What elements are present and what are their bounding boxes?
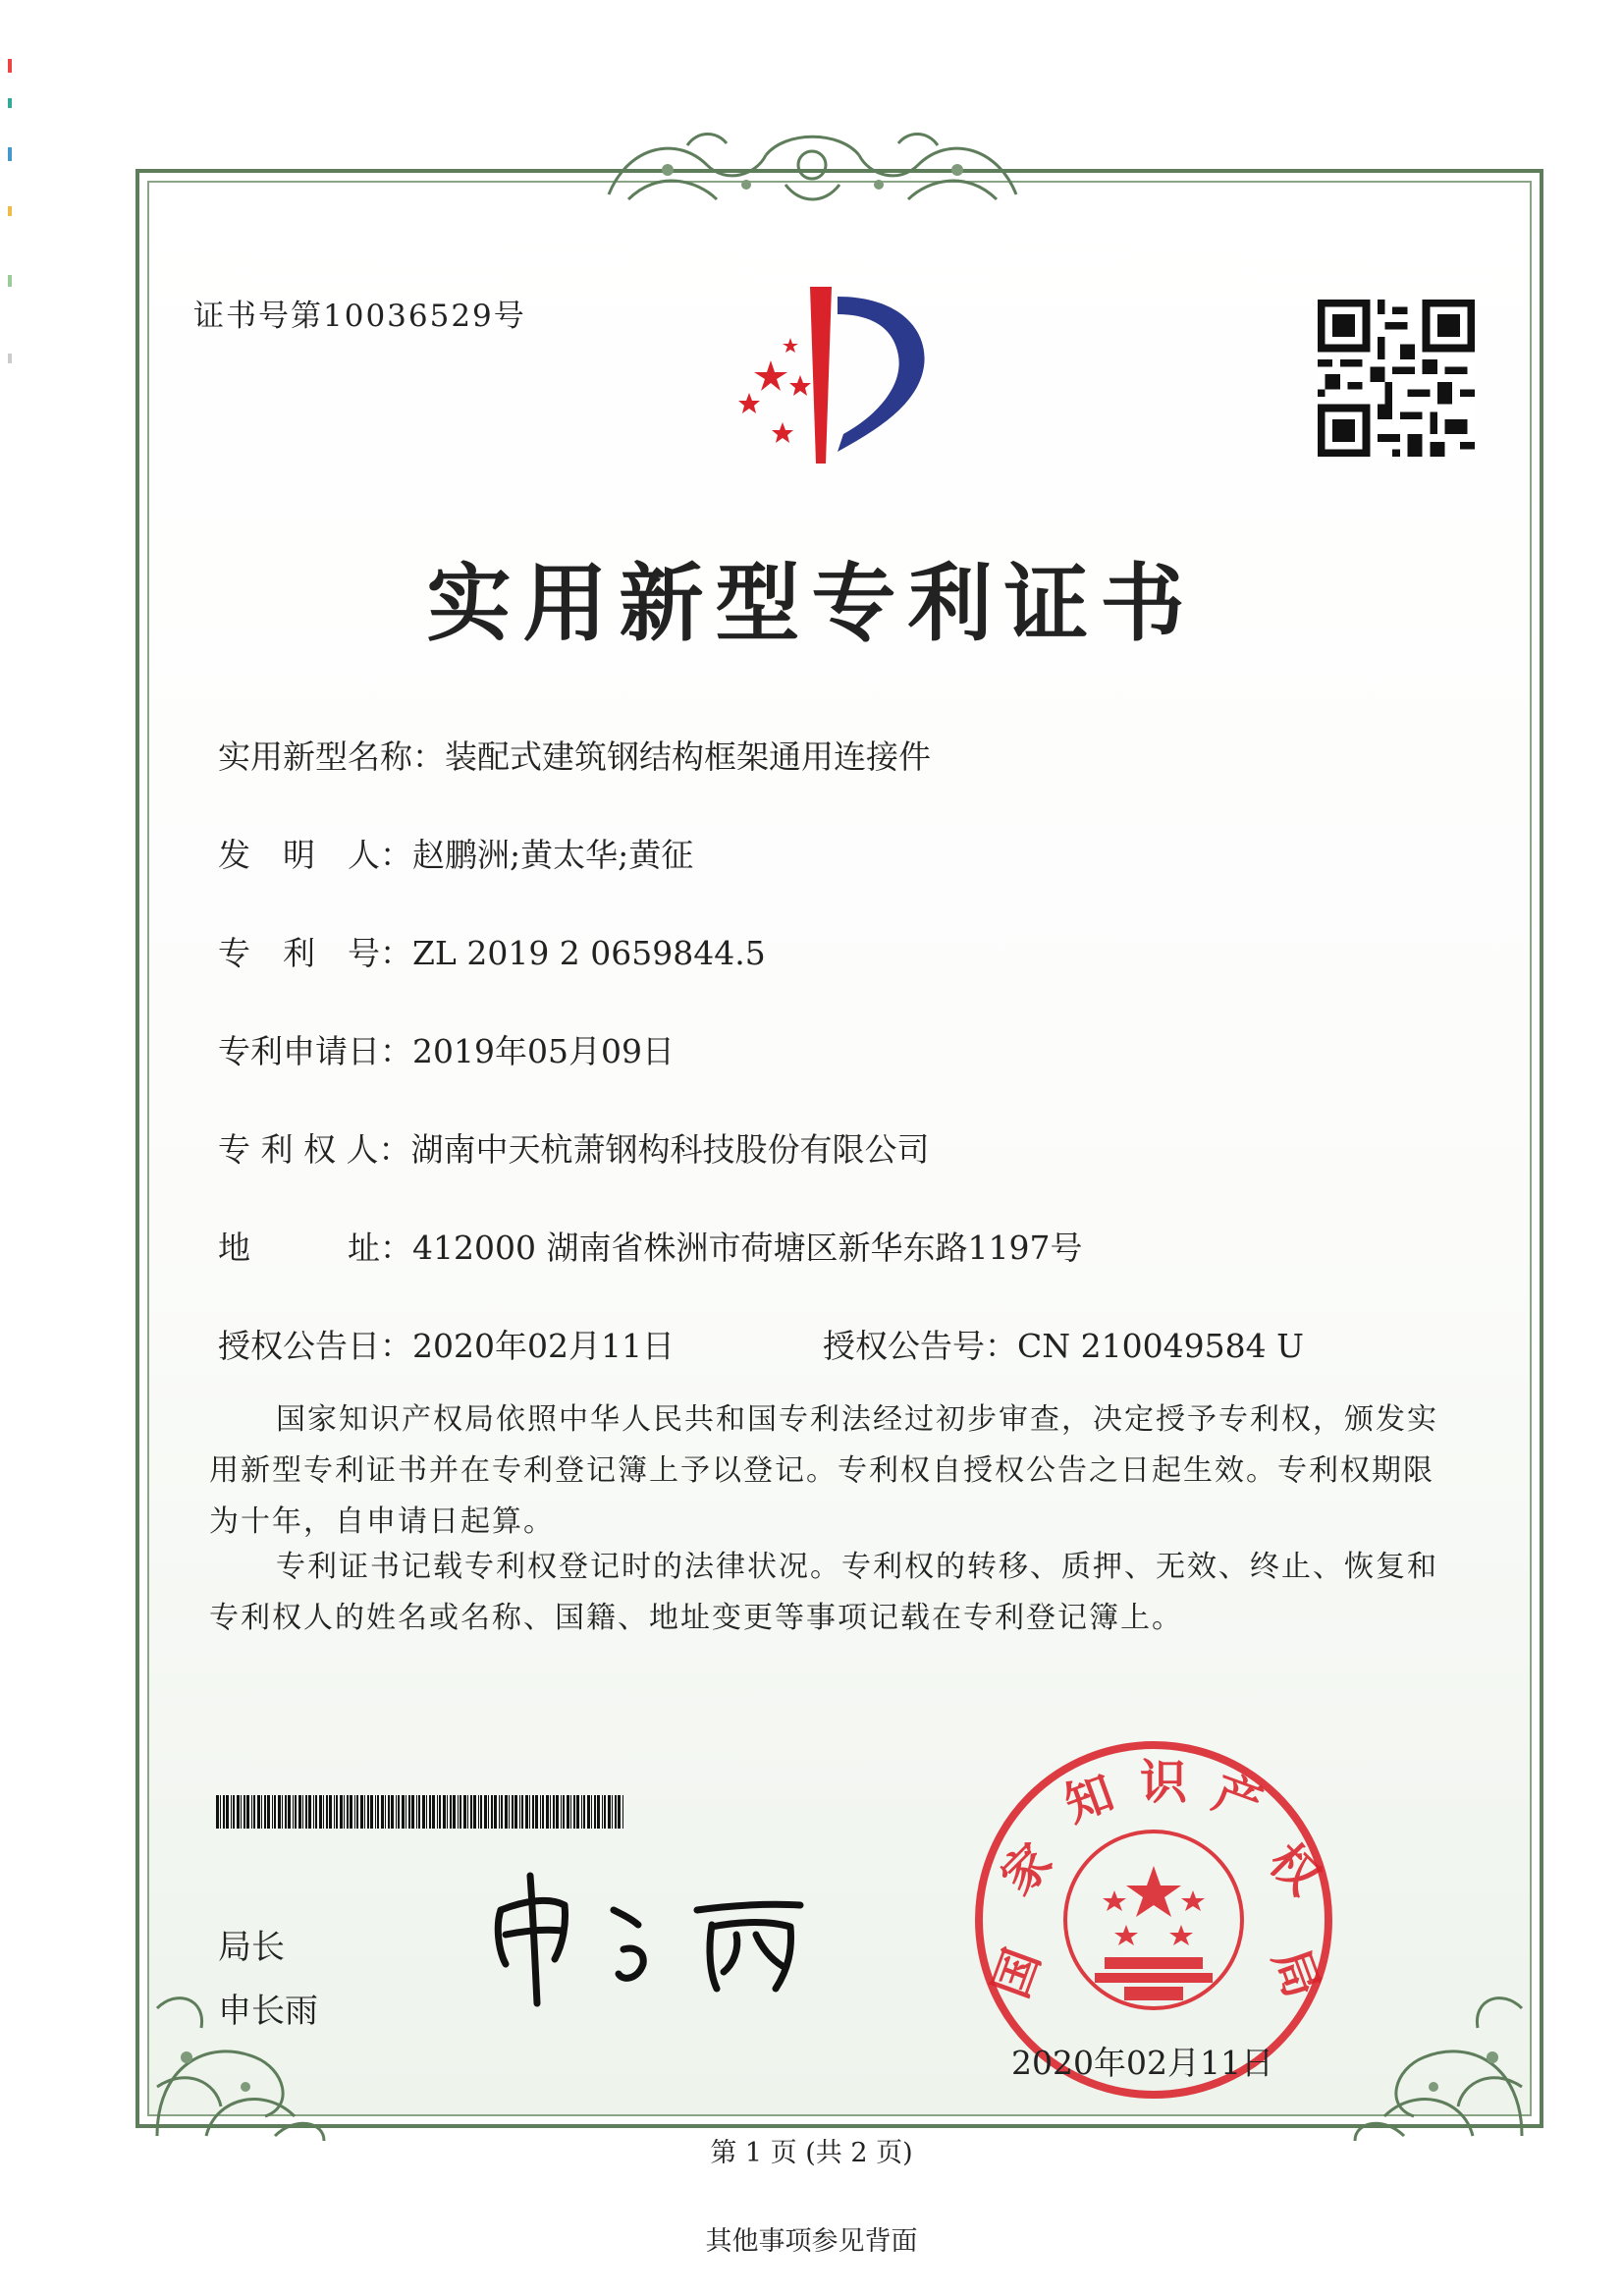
barcode-bar: [237, 1795, 240, 1829]
barcode-bar: [594, 1795, 596, 1829]
barcode-bar: [347, 1795, 349, 1829]
patentee-row: [218, 1124, 929, 1171]
address-value: 412000 湖南省株洲市荷塘区新华东路1197号: [412, 1229, 1083, 1267]
barcode-bar: [447, 1795, 448, 1829]
barcode-bar: [411, 1795, 414, 1829]
barcode-bar: [398, 1795, 400, 1829]
barcode-bar: [385, 1795, 386, 1829]
barcode-bar: [370, 1795, 373, 1829]
barcode-bar: [253, 1795, 255, 1829]
barcode-bar: [323, 1795, 324, 1829]
statement-paragraph-2: 专利证书记载专利权登记时的法律状况。专利权的转移、质押、无效、终止、恢复和专利权人的姓名或名称、国籍、地址变更等事项记载在专利登记簿上。: [209, 1550, 1438, 1635]
patent-no-row: [218, 928, 766, 974]
barcode-bar: [499, 1795, 500, 1829]
barcode-bar: [313, 1795, 314, 1829]
inventor-row: [218, 830, 693, 876]
director-title: 局长: [218, 1928, 285, 1967]
barcode-bar: [364, 1795, 365, 1829]
barcode-bar: [473, 1795, 476, 1829]
barcode-bar: [367, 1795, 369, 1829]
statement-paragraph-1: 国家知识产权局依照中华人民共和国专利法经过初步审查，决定授予专利权，颁发实用新型专利证书并在专利登记簿上予以登记。专利权自授权公告之日起生效。专利权期限为十年，自申请日起算。: [209, 1402, 1438, 1539]
address-label: 地 址：: [218, 1229, 412, 1267]
barcode-bar: [608, 1795, 611, 1829]
seal-date: 2020年02月11日: [1011, 2044, 1273, 2082]
barcode-bar: [437, 1795, 438, 1829]
barcode-bar: [285, 1795, 287, 1829]
barcode-bar: [418, 1795, 420, 1829]
barcode-bar: [480, 1795, 482, 1829]
barcode-bar: [282, 1795, 283, 1829]
barcode-bar: [521, 1795, 523, 1829]
director-signature: [476, 1856, 830, 2013]
barcode-bar: [261, 1795, 262, 1829]
barcode-bar: [488, 1795, 489, 1829]
barcode-bar: [272, 1795, 273, 1829]
barcode-bar: [622, 1795, 623, 1829]
patent-no-value: ZL 2019 2 0659844.5: [412, 934, 766, 972]
scan-edge-marks: [6, 59, 14, 432]
barcode-bar: [532, 1795, 534, 1829]
filing-date-row: [218, 1026, 675, 1072]
bottom-right-ornament: [1345, 1949, 1532, 2146]
barcode-bar: [220, 1795, 221, 1829]
barcode-bar: [484, 1795, 487, 1829]
barcode-bar: [550, 1795, 551, 1829]
barcode-bar: [233, 1795, 235, 1829]
barcode-bar: [514, 1795, 517, 1829]
barcode-bar: [226, 1795, 229, 1829]
grant-date-label: 授权公告日：: [218, 1327, 412, 1365]
seal-char-5: 产: [1206, 1767, 1269, 1832]
barcode-bar: [535, 1795, 538, 1829]
barcode-bar: [540, 1795, 541, 1829]
barcode-bar: [491, 1795, 493, 1829]
barcode-bar: [308, 1795, 311, 1829]
barcode-bar: [356, 1795, 358, 1829]
barcode-bar: [326, 1795, 328, 1829]
barcode-bar: [581, 1795, 582, 1829]
barcode-bar: [570, 1795, 571, 1829]
barcode-bar: [257, 1795, 260, 1829]
page-number: 第 1 页 (共 2 页): [710, 2138, 913, 2168]
barcode-bar: [458, 1795, 459, 1829]
filing-date-label: 专利申请日：: [218, 1032, 412, 1070]
barcode-bar: [340, 1795, 343, 1829]
certificate-title: 实用新型专利证书: [426, 554, 1197, 653]
name-value: 装配式建筑钢结构框架通用连接件: [445, 738, 931, 776]
barcode-bar: [422, 1795, 425, 1829]
barcode-bar: [553, 1795, 555, 1829]
barcode-bar: [602, 1795, 603, 1829]
barcode-bar: [470, 1795, 472, 1829]
barcode-bar: [429, 1795, 431, 1829]
barcode-bar: [604, 1795, 606, 1829]
barcode-bar: [396, 1795, 397, 1829]
barcode-bar: [267, 1795, 270, 1829]
name-label: 实用新型名称：: [218, 738, 445, 776]
barcode-bar: [305, 1795, 307, 1829]
barcode-bar: [615, 1795, 617, 1829]
qr-code-icon: [1318, 300, 1475, 457]
barcode-bar: [375, 1795, 376, 1829]
barcode-bar: [618, 1795, 621, 1829]
grant-no-label: 授权公告号：: [823, 1327, 1017, 1365]
patentee-label: 专 利 权 人：: [218, 1130, 411, 1169]
barcode-bar: [315, 1795, 317, 1829]
barcode-bar: [360, 1795, 363, 1829]
seal-char-3: 知: [1058, 1767, 1121, 1832]
barcode-bar: [561, 1795, 562, 1829]
barcode-bar: [583, 1795, 585, 1829]
barcode-bar: [587, 1795, 590, 1829]
barcode-bar: [576, 1795, 579, 1829]
barcode-bar: [563, 1795, 565, 1829]
barcode-bar: [223, 1795, 225, 1829]
director-name: 申长雨: [218, 1992, 318, 2031]
barcode-bar: [597, 1795, 600, 1829]
barcode-bar: [478, 1795, 479, 1829]
patentee-value: 湖南中天杭萧钢构科技股份有限公司: [410, 1130, 930, 1169]
barcode-bar: [295, 1795, 297, 1829]
barcode-bar: [381, 1795, 384, 1829]
barcode-bar: [388, 1795, 390, 1829]
inventor-value: 赵鹏洲;黄太华;黄征: [412, 836, 694, 874]
barcode-bar: [344, 1795, 345, 1829]
certificate-number: 证书号第10036529号: [193, 299, 526, 334]
barcode-bar: [519, 1795, 520, 1829]
seal-char-6: 权: [1259, 1834, 1329, 1905]
barcode-bar: [453, 1795, 456, 1829]
name-row: [218, 732, 931, 778]
barcode-bar: [460, 1795, 461, 1829]
top-ornament: [589, 126, 1036, 214]
barcode-bar: [450, 1795, 452, 1829]
filing-date-value: 2019年05月09日: [412, 1032, 675, 1070]
patent-no-label: 专 利 号：: [218, 934, 412, 972]
barcode-bar: [241, 1795, 242, 1829]
barcode-bar: [432, 1795, 435, 1829]
barcode-bar: [525, 1795, 528, 1829]
seal-char-2: 家: [992, 1834, 1062, 1905]
address-row: [218, 1223, 1082, 1269]
barcode-bar: [501, 1795, 503, 1829]
barcode-bar: [573, 1795, 575, 1829]
barcode-bar: [402, 1795, 405, 1829]
seal-char-7: 局: [1263, 1942, 1328, 2005]
barcode-bar: [567, 1795, 569, 1829]
grant-no-row: [823, 1321, 1304, 1367]
barcode-bar: [329, 1795, 332, 1829]
barcode-bar: [542, 1795, 544, 1829]
barcode-bar: [426, 1795, 427, 1829]
barcode-bar: [216, 1795, 219, 1829]
barcode-bar: [354, 1795, 355, 1829]
barcode-bar: [298, 1795, 301, 1829]
barcode-bar: [512, 1795, 514, 1829]
barcode-bar: [334, 1795, 335, 1829]
barcode-bar: [509, 1795, 510, 1829]
barcode-bar: [505, 1795, 508, 1829]
barcode-bar: [336, 1795, 338, 1829]
barcode-bar: [288, 1795, 291, 1829]
bottom-left-ornament: [147, 1949, 334, 2146]
barcode-bar: [350, 1795, 352, 1829]
barcode-bar: [246, 1795, 249, 1829]
grant-no-value: CN 210049584 U: [1017, 1327, 1304, 1365]
barcode-icon: [216, 1795, 628, 1829]
barcode-bar: [463, 1795, 466, 1829]
barcode-bar: [494, 1795, 497, 1829]
patent-office-logo-icon: [712, 277, 947, 473]
barcode-bar: [439, 1795, 441, 1829]
barcode-bar: [319, 1795, 322, 1829]
barcode-bar: [302, 1795, 303, 1829]
grant-date-value: 2020年02月11日: [412, 1327, 675, 1365]
barcode-bar: [408, 1795, 410, 1829]
seal-char-4: 识: [1139, 1757, 1188, 1809]
barcode-bar: [612, 1795, 613, 1829]
barcode-bar: [391, 1795, 394, 1829]
barcode-bar: [264, 1795, 266, 1829]
barcode-bar: [556, 1795, 559, 1829]
barcode-bar: [251, 1795, 252, 1829]
barcode-bar: [443, 1795, 446, 1829]
back-note: 其他事项参见背面: [705, 2226, 918, 2257]
barcode-bar: [278, 1795, 281, 1829]
barcode-bar: [243, 1795, 245, 1829]
barcode-bar: [293, 1795, 294, 1829]
inventor-label: 发 明 人：: [218, 836, 412, 874]
barcode-bar: [416, 1795, 417, 1829]
barcode-bar: [467, 1795, 468, 1829]
seal-char-1: 国: [985, 1942, 1051, 2005]
barcode-bar: [231, 1795, 232, 1829]
grant-date-row: [218, 1321, 675, 1367]
barcode-bar: [274, 1795, 276, 1829]
barcode-bar: [591, 1795, 592, 1829]
barcode-bar: [377, 1795, 379, 1829]
barcode-bar: [529, 1795, 530, 1829]
barcode-bar: [546, 1795, 549, 1829]
